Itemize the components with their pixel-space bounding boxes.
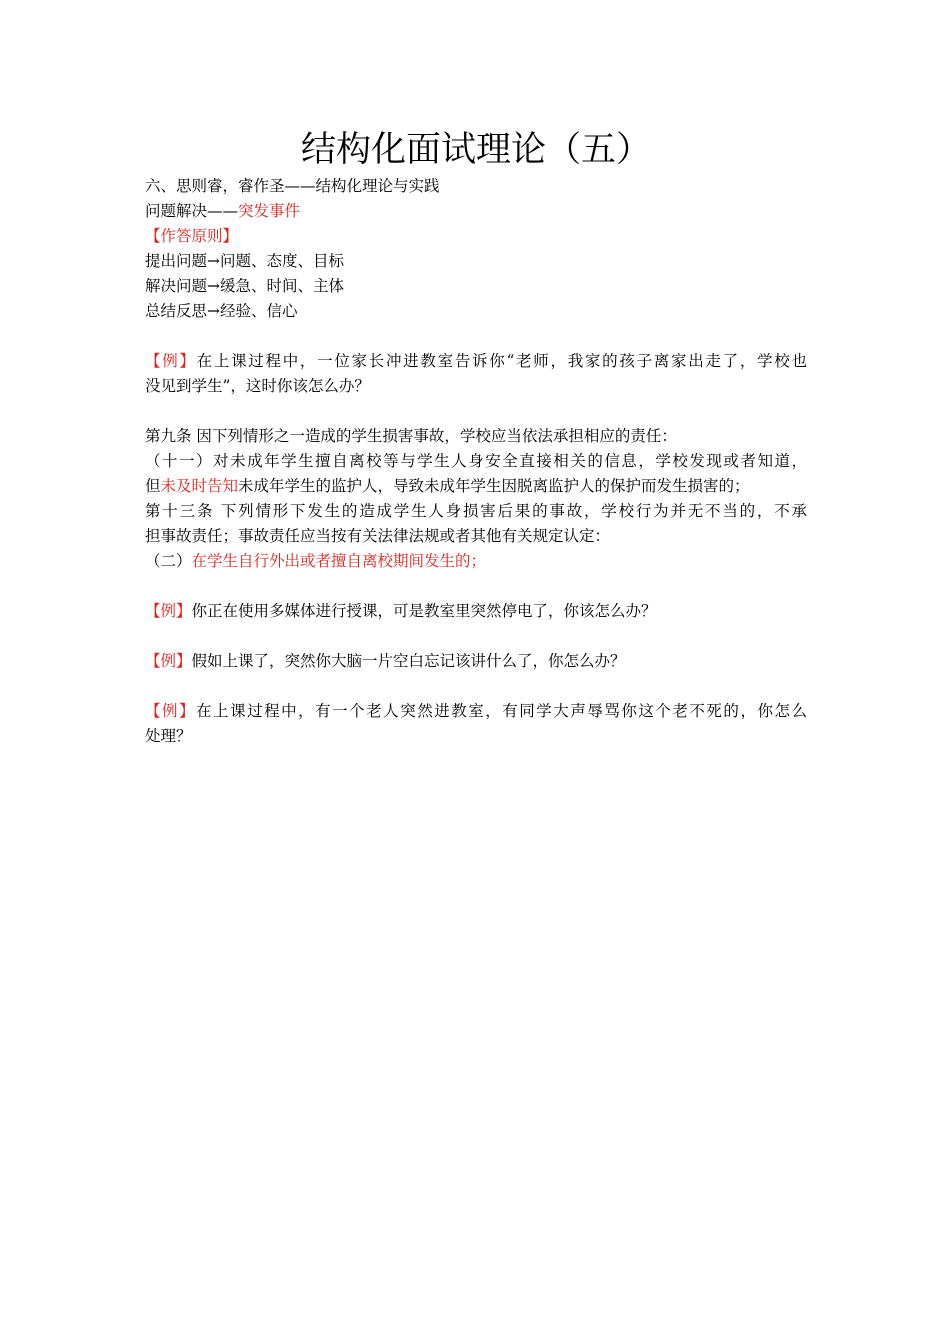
- problem-highlight: 突发事件: [238, 202, 301, 220]
- example-2: [145, 599, 807, 624]
- example-3-text: 假如上课了，突然你大脑一片空白忘记该讲什么了，你怎么办？: [191, 652, 626, 670]
- example-1-line-2: 没见到学生”，这时你该怎么办？: [145, 377, 370, 395]
- law-item-11-prefix: 但: [145, 477, 161, 495]
- law-item-2-prefix: （二）: [145, 552, 192, 570]
- example-1-text: 在上课过程中，一位家长冲进教室告诉你“老师，我家的孩子离家出走了，学校也: [196, 352, 807, 370]
- example-tag: 【例】: [145, 702, 197, 720]
- example-4-line-2: 处理？: [145, 727, 192, 745]
- principle-item: 解决问题→缓急、时间、主体: [145, 277, 344, 295]
- law-item-11-line-1: （十一）对未成年学生擅自离校等与学生人身安全直接相关的信息，学校发现或者知道，: [145, 452, 807, 470]
- example-1-line-1: [145, 349, 807, 374]
- section-heading: 六、思则睿，睿作圣——结构化理论与实践: [145, 177, 440, 195]
- law-article-13-line-2: 担事故责任；事故责任应当按有关法律法规或者其他有关规定认定：: [145, 527, 611, 545]
- example-4-line-1: [145, 699, 807, 724]
- example-tag: 【例】: [145, 652, 192, 670]
- example-2-text: 你正在使用多媒体进行授课，可是教室里突然停电了，你该怎么办？: [191, 602, 657, 620]
- document-body: [145, 174, 807, 749]
- law-item-2: [145, 549, 807, 574]
- law-item-11-line-2: [145, 474, 807, 499]
- law-item-11-suffix: 未成年学生的监护人，导致未成年学生因脱离监护人的保护而发生损害的；: [238, 477, 750, 495]
- principle-item: 提出问题→问题、态度、目标: [145, 252, 344, 270]
- principles-label: 【作答原则】: [145, 227, 239, 245]
- example-3: [145, 649, 807, 674]
- example-tag: 【例】: [145, 352, 197, 370]
- law-item-11-highlight: 未及时告知: [160, 477, 239, 495]
- law-article-13-line-1: 第十三条 下列情形下发生的造成学生人身损害后果的事故，学校行为并无不当的，不承: [145, 502, 807, 520]
- example-4-text: 在上课过程中，有一个老人突然进教室，有同学大声辱骂你这个老不死的，你怎么: [196, 702, 807, 720]
- principle-item: 总结反思→经验、信心: [145, 302, 298, 320]
- law-item-2-highlight: 在学生自行外出或者擅自离校期间发生的；: [191, 552, 487, 570]
- problem-prefix: 问题解决——: [145, 202, 239, 220]
- document-title: 结构化面试理论（五）: [300, 130, 651, 170]
- law-article-9: 第九条 因下列情形之一造成的学生损害事故，学校应当依法承担相应的责任：: [145, 427, 677, 445]
- example-tag: 【例】: [145, 602, 192, 620]
- problem-line: [145, 199, 807, 224]
